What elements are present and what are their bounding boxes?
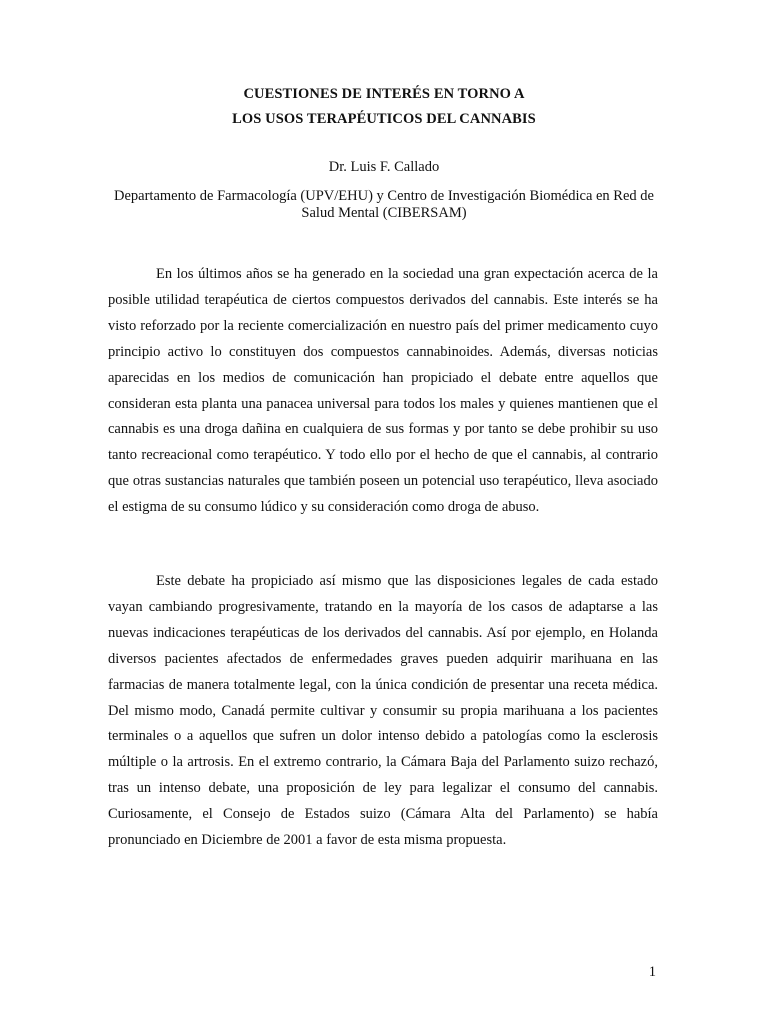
author-name: Dr. Luis F. Callado bbox=[328, 159, 440, 175]
body-paragraph-1: En los últimos años se ha generado en la sociedad una gran expectación acerca de la posible utilidad terapéutica de ciertos compuestos derivados del cannabis. Este interés se ha visto reforzado por la reciente comercialización en nuestro país del primer medicamento cuyo principio activo lo constituyen dos compuestos cannabinoides. Además, diversas noticias aparecidas en los medios de comunicación han propiciado el debate entre aquellos que consideran esta planta una panacea universal para todos los males y quienes mantienen que el cannabis es una droga dañina en cualquiera de sus formas y por tanto se debe prohibir su uso tanto recreacional como terapéutico. Y todo ello por el hecho de que el cannabis, al contrario que otras sustancias naturales que también poseen un potencial uso terapéutico, lleva asociado el estigma de su consumo lúdico y su consideración como droga de abuso. bbox=[108, 266, 658, 516]
page-number: 1 bbox=[648, 964, 656, 980]
title-line-1: CUESTIONES DE INTERÉS EN TORNO A bbox=[243, 86, 525, 102]
body-paragraph-2: Este debate ha propiciado así mismo que las disposiciones legales de cada estado vayan cambiando progresivamente, tratando en la mayoría de los casos de adaptarse a las nuevas indicaciones terapéuticas de los derivados del cannabis. Así por ejemplo, en Holanda diversos pacientes afectados de enfermedades graves pueden adquirir marihuana en las farmacias de manera totalmente legal, con la única condición de presentar una receta médica. Del mismo modo, Canadá permite cultivar y consumir su propia marihuana a los pacientes terminales o a aquellos que sufren un dolor intenso debido a patologías como la esclerosis múltiple o la artrosis. En el extremo contrario, la Cámara Baja del Parlamento suizo rechazó, tras un intenso debate, una proposición de ley para legalizar el consumo del cannabis. Curiosamente, el Consejo de Estados suizo (Cámara Alta del Parlamento) se había pronunciado en Diciembre de 2001 a favor de esta misma propuesta. bbox=[108, 573, 658, 849]
author-affiliation: Departamento de Farmacología (UPV/EHU) y Centro de Investigación Biomédica en Red de Salud Mental (CIBERSAM) bbox=[114, 188, 654, 221]
title-line-2: LOS USOS TERAPÉUTICOS DEL CANNABIS bbox=[232, 111, 536, 127]
